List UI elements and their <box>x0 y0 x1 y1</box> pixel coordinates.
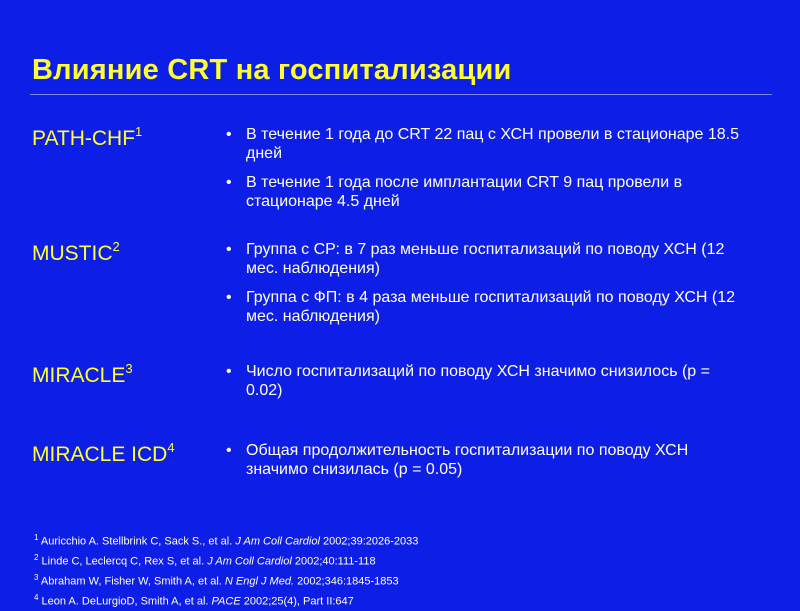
study-findings <box>226 362 746 410</box>
study-findings <box>226 125 746 221</box>
study-name: MIRACLE$^3$ <box>32 361 133 387</box>
reference-item: $^3$ Abraham W, Fisher W, Smith A, et al. N Engl J Med. 2002;346:1845-1853 <box>34 573 399 588</box>
reference-item: $^2$ Linde C, Leclercq C, Rex S, et al. J Am Coll Cardiol 2002;40:111-118 <box>34 553 376 568</box>
slide-title: Влияние CRT на госпитализации <box>32 54 512 86</box>
finding-item: • Общая продолжительность госпитализации по поводу ХСН значимо снизилась (p = 0.05) <box>226 441 746 479</box>
finding-item: • Группа с СР: в 7 раз меньше госпитализаций по поводу ХСН (12 мес. наблюдения) <box>226 240 746 278</box>
finding-item: • В течение 1 года до CRT 22 пац с ХСН провели в стационаре 18.5 дней <box>226 125 746 163</box>
study-name: MUSTIC$^2$ <box>32 239 120 265</box>
finding-item: • В течение 1 года после имплантации CRT 9 пац провели в стационаре 4.5 дней <box>226 173 746 211</box>
reference-item: $^4$ Leon A. DeLurgioD, Smith A, et al. PACE 2002;25(4), Part II:647 <box>34 593 354 609</box>
title-divider <box>30 94 772 95</box>
study-name: MIRACLE ICD$^4$ <box>32 440 175 466</box>
study-findings <box>226 240 746 336</box>
references <box>34 530 774 611</box>
study-findings <box>226 441 746 489</box>
study-name: PATH-CHF$^1$ <box>32 124 143 150</box>
finding-item: • Группа с ФП: в 4 раза меньше госпитализаций по поводу ХСН (12 мес. наблюдения) <box>226 288 746 326</box>
finding-item: • Число госпитализаций по поводу ХСН значимо снизилось (p = 0.02) <box>226 362 746 400</box>
reference-item: $^1$ Auricchio A. Stellbrink C, Sack S., et al. J Am Coll Cardiol 2002;39:2026-2033 <box>34 533 419 548</box>
